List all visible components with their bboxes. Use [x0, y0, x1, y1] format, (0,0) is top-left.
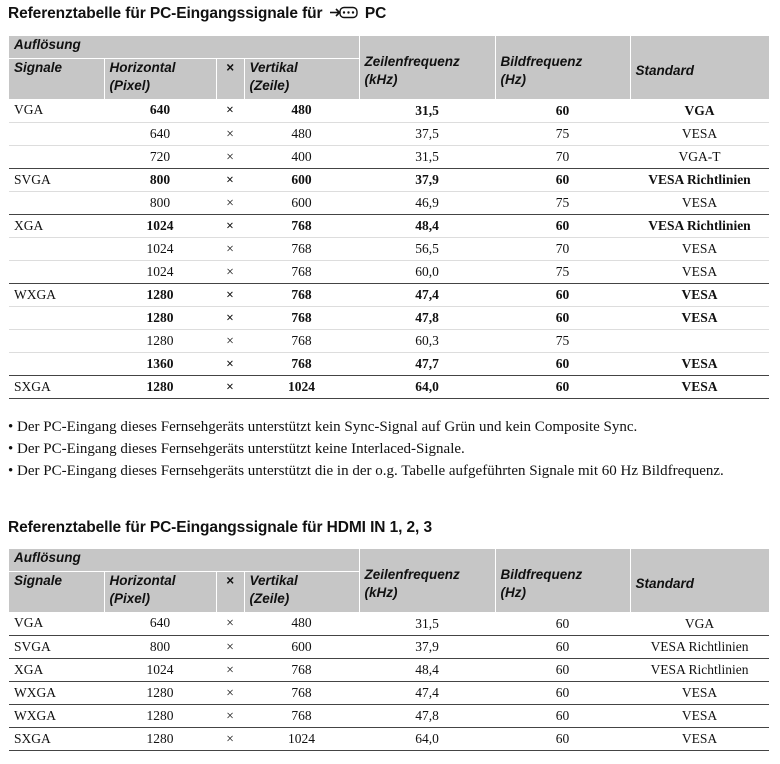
cell-vertical: 768	[244, 283, 359, 306]
cell-zeilenfrequenz: 46,9	[359, 191, 495, 214]
table-row	[9, 191, 769, 214]
cell-bildfrequenz: 60	[495, 283, 630, 306]
header-bildfrequenz-label: Bildfrequenz	[500, 54, 583, 70]
cell-standard: VESA	[630, 122, 769, 145]
cell-bildfrequenz: 60	[495, 352, 630, 375]
cell-standard: VESA	[630, 352, 769, 375]
cell-vertical: 768	[244, 329, 359, 352]
cell-signal: WXGA	[9, 283, 104, 306]
cell-vertical: 768	[244, 306, 359, 329]
cell-bildfrequenz: 60	[495, 727, 630, 750]
header-zeilenfrequenz	[359, 36, 495, 99]
pc-signal-table-body	[9, 99, 769, 398]
cell-zeilenfrequenz: 47,4	[359, 283, 495, 306]
cell-times: ×	[226, 615, 234, 631]
table-row	[9, 214, 769, 237]
cell-standard: VESA Richtlinien	[630, 635, 769, 658]
cell-signal	[9, 306, 104, 329]
header-horizontal	[104, 572, 216, 613]
cell-standard: VGA	[684, 615, 715, 631]
cell-signal	[9, 122, 104, 145]
cell-times: ×	[216, 658, 244, 681]
cell-times: ×	[216, 283, 244, 306]
cell-zeilenfrequenz: 48,4	[359, 658, 495, 681]
cell-standard: VESA Richtlinien	[630, 214, 769, 237]
cell-times: ×	[216, 168, 244, 191]
cell-bildfrequenz: 60	[495, 214, 630, 237]
cell-zeilenfrequenz: 64,0	[359, 375, 495, 398]
table-row	[9, 658, 769, 681]
note-item: • Der PC-Eingang dieses Fernsehgeräts unterstützt keine Interlaced-Signale.	[8, 441, 465, 457]
header-zeilenfrequenz-unit: (kHz)	[364, 72, 398, 88]
cell-times: ×	[216, 237, 244, 260]
table-row	[9, 145, 769, 168]
header-horizontal-unit: (Pixel)	[109, 591, 151, 606]
cell-times: ×	[216, 635, 244, 658]
table-row	[9, 306, 769, 329]
cell-horizontal: 640	[149, 615, 171, 631]
cell-signal	[9, 145, 104, 168]
section-title-pc-input	[8, 5, 386, 24]
cell-bildfrequenz: 60	[495, 658, 630, 681]
cell-times: ×	[216, 306, 244, 329]
cell-vertical: 768	[244, 260, 359, 283]
cell-signal: XGA	[9, 214, 104, 237]
cell-signal	[9, 237, 104, 260]
cell-standard	[630, 329, 769, 352]
cell-vertical: 400	[244, 145, 359, 168]
header-times: ×	[216, 59, 244, 100]
header-zeilenfrequenz-label: Zeilenfrequenz	[364, 54, 460, 70]
cell-bildfrequenz: 70	[495, 145, 630, 168]
notes-list	[8, 416, 748, 482]
header-bildfrequenz-unit: (Hz)	[500, 585, 526, 601]
table-row	[9, 168, 769, 191]
table-row	[9, 612, 769, 635]
cell-standard: VESA	[630, 681, 769, 704]
cell-signal	[9, 260, 104, 283]
table-row	[9, 237, 769, 260]
header-vertikal-unit: (Zeile)	[249, 78, 290, 93]
cell-horizontal: 1024	[104, 214, 216, 237]
header-vertikal	[244, 59, 359, 100]
cell-zeilenfrequenz: 60,3	[359, 329, 495, 352]
cell-zeilenfrequenz: 47,7	[359, 352, 495, 375]
header-bildfrequenz	[495, 549, 630, 612]
cell-bildfrequenz: 60	[495, 681, 630, 704]
cell-signal: WXGA	[9, 704, 104, 727]
cell-vertical: 480	[291, 102, 312, 118]
header-standard	[630, 549, 769, 612]
table-row	[9, 727, 769, 750]
cell-vertical: 480	[291, 615, 312, 631]
cell-bildfrequenz: 60	[495, 704, 630, 727]
section-title-suffix: PC	[364, 5, 387, 22]
cell-horizontal: 1360	[104, 352, 216, 375]
cell-times: ×	[226, 102, 234, 118]
cell-vertical: 1024	[244, 375, 359, 398]
cell-vertical: 768	[244, 237, 359, 260]
cell-vertical: 768	[244, 681, 359, 704]
cell-vertical: 768	[244, 658, 359, 681]
header-signale: Signale	[9, 572, 104, 613]
cell-horizontal: 720	[104, 145, 216, 168]
cell-zeilenfrequenz: 60,0	[359, 260, 495, 283]
cell-signal: VGA	[14, 102, 44, 118]
header-signale: Signale	[9, 59, 104, 100]
cell-zeilenfrequenz: 47,4	[359, 681, 495, 704]
cell-horizontal: 1280	[104, 375, 216, 398]
cell-signal	[9, 352, 104, 375]
table-row	[9, 283, 769, 306]
cell-standard: VESA	[630, 375, 769, 398]
header-bildfrequenz-label: Bildfrequenz	[500, 567, 583, 583]
cell-standard: VESA	[630, 283, 769, 306]
cell-signal	[9, 191, 104, 214]
header-vertikal	[244, 572, 359, 613]
cell-signal: WXGA	[9, 681, 104, 704]
cell-times: ×	[216, 329, 244, 352]
cell-zeilenfrequenz: 64,0	[359, 727, 495, 750]
cell-horizontal: 1280	[104, 704, 216, 727]
header-standard-label: Standard	[635, 63, 695, 79]
header-bildfrequenz	[495, 36, 630, 99]
cell-zeilenfrequenz: 47,8	[359, 306, 495, 329]
cell-horizontal: 1024	[104, 260, 216, 283]
cell-bildfrequenz: 75	[495, 191, 630, 214]
cell-horizontal: 1280	[104, 283, 216, 306]
cell-horizontal: 1280	[104, 727, 216, 750]
cell-standard: VESA	[630, 191, 769, 214]
cell-bildfrequenz: 75	[495, 329, 630, 352]
header-times: ×	[216, 572, 244, 613]
table-row	[9, 375, 769, 398]
header-horizontal-label: Horizontal	[109, 60, 176, 75]
cell-vertical: 1024	[244, 727, 359, 750]
table-row	[9, 635, 769, 658]
cell-times: ×	[216, 260, 244, 283]
table-row	[9, 122, 769, 145]
cell-zeilenfrequenz: 31,5	[359, 145, 495, 168]
cell-horizontal: 1024	[104, 237, 216, 260]
header-vertikal-unit: (Zeile)	[249, 591, 290, 606]
header-standard-label: Standard	[635, 576, 695, 592]
table-row	[9, 99, 769, 122]
cell-bildfrequenz: 75	[495, 122, 630, 145]
cell-zeilenfrequenz: 56,5	[359, 237, 495, 260]
table-row	[9, 329, 769, 352]
cell-zeilenfrequenz: 37,9	[359, 168, 495, 191]
cell-bildfrequenz: 60	[495, 168, 630, 191]
cell-signal: XGA	[9, 658, 104, 681]
cell-signal: SXGA	[9, 375, 104, 398]
table-row	[9, 704, 769, 727]
cell-standard: VESA Richtlinien	[630, 658, 769, 681]
cell-vertical: 600	[244, 191, 359, 214]
header-vertikal-label: Vertikal	[249, 573, 298, 588]
cell-horizontal: 1280	[104, 329, 216, 352]
cell-horizontal: 800	[104, 191, 216, 214]
cell-vertical: 600	[244, 168, 359, 191]
hdmi-signal-table	[9, 549, 769, 751]
pc-input-arrow-icon	[329, 6, 359, 24]
cell-horizontal: 640	[149, 102, 171, 118]
header-zeilenfrequenz-label: Zeilenfrequenz	[364, 567, 460, 583]
cell-signal: SVGA	[9, 168, 104, 191]
table-row	[9, 260, 769, 283]
cell-horizontal: 1024	[104, 658, 216, 681]
cell-bildfrequenz: 60	[495, 635, 630, 658]
header-horizontal-label: Horizontal	[109, 573, 176, 588]
cell-times: ×	[216, 214, 244, 237]
section-title-text: Referenztabelle für PC-Eingangssignale für	[8, 5, 323, 22]
cell-signal: SVGA	[9, 635, 104, 658]
cell-times: ×	[216, 681, 244, 704]
cell-standard: VESA	[630, 727, 769, 750]
cell-vertical: 600	[244, 635, 359, 658]
cell-zeilenfrequenz: 31,5	[415, 615, 439, 631]
cell-signal: SXGA	[9, 727, 104, 750]
cell-times: ×	[216, 191, 244, 214]
cell-zeilenfrequenz: 48,4	[359, 214, 495, 237]
cell-zeilenfrequenz: 37,5	[359, 122, 495, 145]
cell-standard: VGA	[684, 102, 715, 118]
table-row	[9, 681, 769, 704]
header-bildfrequenz-unit: (Hz)	[500, 72, 526, 88]
cell-times: ×	[216, 145, 244, 168]
header-aufloesung: Auflösung	[9, 36, 359, 59]
table-row	[9, 352, 769, 375]
hdmi-signal-table-body	[9, 612, 769, 750]
header-zeilenfrequenz	[359, 549, 495, 612]
pc-signal-table	[9, 36, 769, 399]
cell-standard: VESA	[630, 260, 769, 283]
cell-standard: VESA Richtlinien	[630, 168, 769, 191]
cell-bildfrequenz: 60	[495, 375, 630, 398]
cell-bildfrequenz: 70	[495, 237, 630, 260]
cell-horizontal: 800	[104, 635, 216, 658]
cell-signal: VGA	[14, 615, 44, 631]
cell-times: ×	[216, 704, 244, 727]
cell-standard: VESA	[630, 704, 769, 727]
cell-times: ×	[216, 727, 244, 750]
cell-bildfrequenz: 75	[495, 260, 630, 283]
cell-times: ×	[216, 122, 244, 145]
section-title-hdmi: Referenztabelle für PC-Eingangssignale für HDMI IN 1, 2, 3	[8, 519, 432, 536]
cell-vertical: 480	[244, 122, 359, 145]
header-horizontal	[104, 59, 216, 100]
cell-vertical: 768	[244, 214, 359, 237]
header-zeilenfrequenz-unit: (kHz)	[364, 585, 398, 601]
header-vertikal-label: Vertikal	[249, 60, 298, 75]
cell-zeilenfrequenz: 47,8	[359, 704, 495, 727]
cell-horizontal: 1280	[104, 681, 216, 704]
cell-times: ×	[216, 352, 244, 375]
cell-vertical: 768	[244, 704, 359, 727]
cell-zeilenfrequenz: 37,9	[359, 635, 495, 658]
header-standard	[630, 36, 769, 99]
cell-horizontal: 640	[104, 122, 216, 145]
cell-times: ×	[216, 375, 244, 398]
cell-standard: VGA-T	[630, 145, 769, 168]
cell-vertical: 768	[244, 352, 359, 375]
cell-bildfrequenz: 60	[495, 306, 630, 329]
cell-standard: VESA	[630, 306, 769, 329]
header-horizontal-unit: (Pixel)	[109, 78, 151, 93]
cell-zeilenfrequenz: 31,5	[415, 102, 439, 118]
cell-signal	[9, 329, 104, 352]
cell-horizontal: 800	[104, 168, 216, 191]
note-item: • Der PC-Eingang dieses Fernsehgeräts unterstützt die in der o.g. Tabelle aufgeführten Signale mit 60 Hz Bildfrequenz.	[8, 463, 724, 479]
cell-horizontal: 1280	[104, 306, 216, 329]
cell-bildfrequenz: 60	[555, 102, 570, 118]
header-aufloesung: Auflösung	[9, 549, 359, 572]
note-item: • Der PC-Eingang dieses Fernsehgeräts unterstützt kein Sync-Signal auf Grün und kein Composite Sync.	[8, 419, 638, 435]
cell-bildfrequenz: 60	[555, 615, 570, 631]
cell-standard: VESA	[630, 237, 769, 260]
